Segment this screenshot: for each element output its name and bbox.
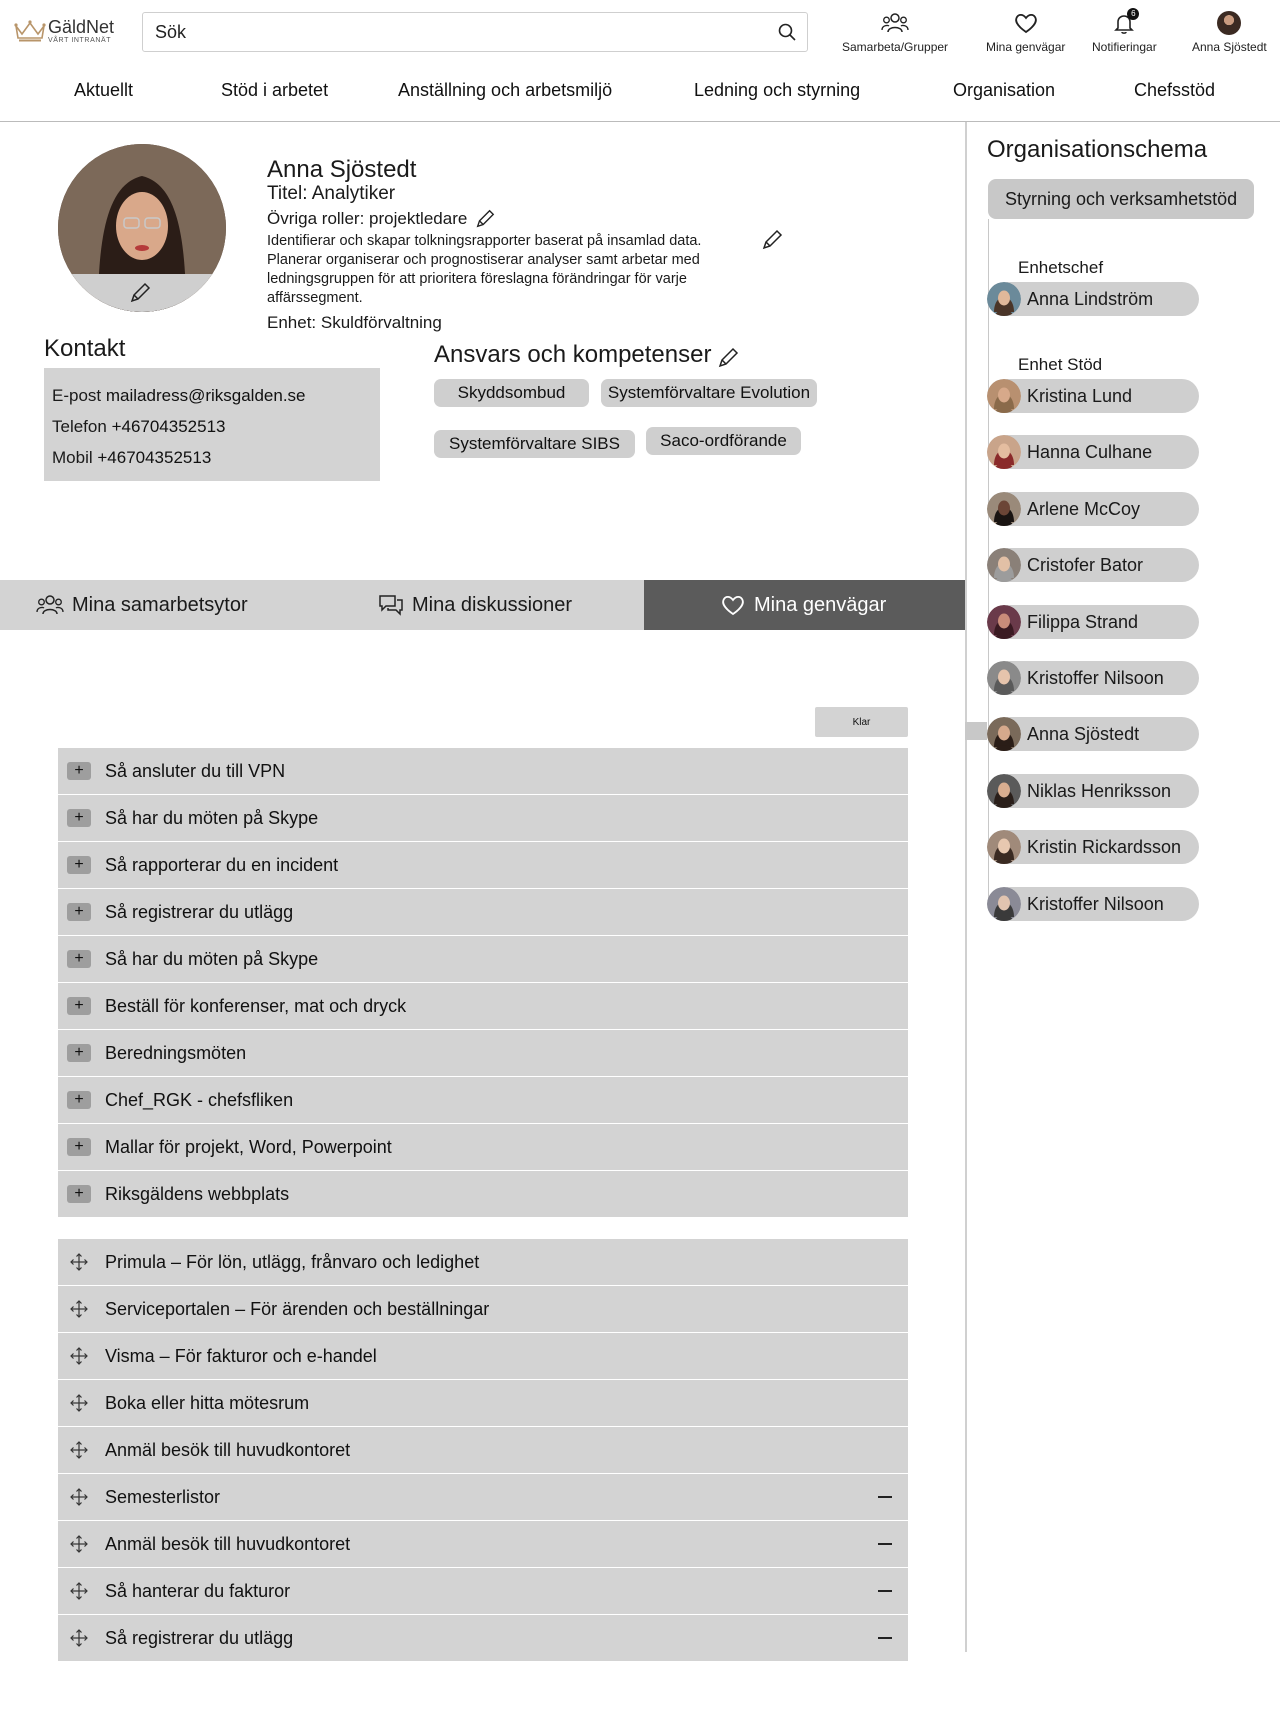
org-person[interactable] bbox=[987, 379, 1199, 413]
notification-badge: 6 bbox=[1127, 8, 1139, 20]
my-shortcut-row[interactable] bbox=[58, 1427, 908, 1473]
header-shortcuts[interactable] bbox=[986, 10, 1065, 54]
org-person-name: Kristoffer Nilsoon bbox=[1027, 668, 1164, 688]
profile-roles-text: Övriga roller: projektledare bbox=[267, 209, 468, 228]
org-person-name: Kristoffer Nilsoon bbox=[1027, 893, 1164, 914]
profile-photo bbox=[58, 144, 226, 312]
org-person[interactable] bbox=[987, 605, 1199, 639]
shortcut-row[interactable] bbox=[58, 748, 908, 794]
shortcut-row[interactable] bbox=[58, 1030, 908, 1076]
move-icon[interactable] bbox=[69, 1440, 89, 1460]
header-user-label: Anna Sjöstedt bbox=[1192, 40, 1267, 54]
avatar bbox=[987, 605, 1021, 639]
competence-tag[interactable]: Skyddsombud bbox=[434, 379, 589, 407]
tab-genvagar[interactable] bbox=[644, 580, 965, 630]
org-person[interactable] bbox=[987, 282, 1199, 316]
avatar bbox=[987, 548, 1021, 582]
shortcut-label: Beställ för konferenser, mat och dryck bbox=[105, 995, 407, 1016]
competences-title: Ansvars och kompetenser bbox=[434, 341, 712, 368]
remove-icon[interactable] bbox=[878, 1590, 892, 1592]
top-bar bbox=[0, 0, 1280, 62]
org-person[interactable] bbox=[987, 830, 1199, 864]
shortcut-label: Så hanterar du fakturor bbox=[105, 1580, 291, 1601]
shortcut-label: Serviceportalen – För ärenden och beställningar bbox=[105, 1298, 490, 1319]
nav-organisation[interactable]: Organisation bbox=[953, 80, 1056, 100]
org-person-name: Kristina Lund bbox=[1027, 386, 1133, 406]
heart-icon bbox=[1013, 11, 1039, 35]
org-person-name: Cristofer Bator bbox=[1027, 555, 1144, 576]
shortcut-label: Boka eller hitta mötesrum bbox=[105, 1392, 310, 1413]
move-icon[interactable] bbox=[69, 1393, 89, 1413]
org-unit-button[interactable]: Styrning och verksamhetstöd bbox=[988, 179, 1254, 219]
search-box bbox=[142, 12, 808, 52]
shortcut-label: Primula – För lön, utlägg, frånvaro och ledighet bbox=[105, 1251, 480, 1272]
avatar bbox=[987, 435, 1021, 469]
shortcut-label: Så registrerar du utlägg bbox=[105, 1627, 294, 1648]
heart-icon bbox=[720, 593, 746, 617]
plus-icon[interactable]: + bbox=[67, 903, 91, 921]
org-person[interactable] bbox=[987, 548, 1199, 582]
profile-title: Titel: Analytiker bbox=[267, 183, 396, 204]
plus-icon[interactable]: + bbox=[67, 1044, 91, 1062]
my-shortcut-row[interactable] bbox=[58, 1615, 908, 1661]
org-chart-title: Organisationschema bbox=[987, 136, 1208, 163]
org-person-name: Niklas Henriksson bbox=[1027, 780, 1172, 801]
remove-icon[interactable] bbox=[878, 1543, 892, 1545]
tab-diskussioner[interactable] bbox=[378, 580, 572, 630]
shortcut-label: Anmäl besök till huvudkontoret bbox=[105, 1439, 351, 1460]
org-person[interactable] bbox=[987, 717, 1199, 751]
contact-email-row bbox=[52, 380, 372, 411]
shortcut-label: Riksgäldens webbplats bbox=[105, 1183, 290, 1204]
search-input[interactable] bbox=[143, 13, 743, 51]
avatar bbox=[987, 661, 1021, 695]
plus-icon[interactable]: + bbox=[67, 950, 91, 968]
my-shortcut-row[interactable] bbox=[58, 1521, 908, 1567]
group-icon bbox=[881, 11, 909, 35]
remove-icon[interactable] bbox=[878, 1637, 892, 1639]
move-icon[interactable] bbox=[69, 1628, 89, 1648]
done-button[interactable]: Klar bbox=[815, 707, 908, 737]
contact-phone-label: Telefon bbox=[52, 417, 107, 436]
avatar bbox=[987, 282, 1021, 316]
plus-icon[interactable]: + bbox=[67, 762, 91, 780]
shortcut-label: Så har du möten på Skype bbox=[105, 948, 319, 969]
nav-ledning[interactable]: Ledning och styrning bbox=[694, 80, 861, 100]
available-shortcuts-list bbox=[58, 748, 908, 1218]
group-icon bbox=[36, 593, 64, 617]
chat-icon bbox=[378, 593, 404, 617]
competence-tag[interactable]: Systemförvaltare SIBS bbox=[434, 430, 635, 458]
org-person-name: Kristin Rickardsson bbox=[1027, 837, 1182, 858]
shortcut-row[interactable] bbox=[58, 1077, 908, 1123]
my-shortcut-row[interactable] bbox=[58, 1333, 908, 1379]
move-icon[interactable] bbox=[69, 1581, 89, 1601]
profile-roles bbox=[267, 208, 497, 230]
nav-aktuellt[interactable]: Aktuellt bbox=[74, 80, 134, 100]
shortcut-row[interactable] bbox=[58, 1124, 908, 1170]
logo[interactable] bbox=[14, 18, 114, 44]
my-shortcut-row[interactable] bbox=[58, 1286, 908, 1332]
org-person-name: Anna Sjöstedt bbox=[1027, 724, 1140, 745]
shortcut-label: Så rapporterar du en incident bbox=[105, 854, 339, 875]
org-team-label: Enhet Stöd bbox=[1018, 355, 1103, 374]
org-person-name: Filippa Strand bbox=[1027, 611, 1139, 632]
tab-samarbetsytor[interactable] bbox=[36, 580, 248, 630]
avatar bbox=[987, 830, 1021, 864]
contact-mobile-link[interactable]: +46704352513 bbox=[97, 448, 212, 467]
org-person[interactable] bbox=[987, 435, 1199, 469]
shortcut-label: Beredningsmöten bbox=[105, 1042, 247, 1063]
shortcut-label: Semesterlistor bbox=[105, 1486, 221, 1507]
tab-genvagar-label: Mina genvägar bbox=[754, 593, 887, 616]
photo-edit-bar[interactable] bbox=[58, 274, 226, 312]
contact-mobile-label: Mobil bbox=[52, 448, 93, 467]
shortcut-row[interactable] bbox=[58, 1171, 908, 1217]
org-manager-label: Enhetschef bbox=[1018, 258, 1104, 277]
my-shortcut-row[interactable] bbox=[58, 1380, 908, 1426]
my-shortcut-row[interactable] bbox=[58, 1474, 908, 1520]
avatar bbox=[987, 717, 1021, 751]
contact-title: Kontakt bbox=[44, 335, 126, 362]
competence-tag[interactable]: Saco-ordförande bbox=[646, 427, 801, 455]
shortcut-label: Så registrerar du utlägg bbox=[105, 901, 294, 922]
contact-phone-link[interactable]: +46704352513 bbox=[111, 417, 226, 436]
header-user[interactable] bbox=[1192, 10, 1267, 54]
avatar bbox=[987, 379, 1021, 413]
avatar bbox=[987, 887, 1021, 921]
move-icon[interactable] bbox=[69, 1346, 89, 1366]
move-icon[interactable] bbox=[69, 1487, 89, 1507]
header-collaborate[interactable] bbox=[842, 10, 948, 54]
logo-subtitle: VÅRT INTRANÄT bbox=[48, 37, 112, 44]
plus-icon[interactable]: + bbox=[67, 1091, 91, 1109]
shortcut-label: Mallar för projekt, Word, Powerpoint bbox=[105, 1136, 392, 1157]
plus-icon[interactable]: + bbox=[67, 1138, 91, 1156]
avatar bbox=[987, 774, 1021, 808]
plus-icon[interactable]: + bbox=[67, 997, 91, 1015]
shortcut-row[interactable] bbox=[58, 795, 908, 841]
org-person[interactable] bbox=[987, 661, 1199, 695]
remove-icon[interactable] bbox=[878, 1496, 892, 1498]
my-shortcut-row[interactable] bbox=[58, 1568, 908, 1614]
contact-mobile-row bbox=[52, 442, 372, 473]
logo-name: GäldNet bbox=[48, 17, 115, 37]
move-icon[interactable] bbox=[69, 1299, 89, 1319]
crown-icon bbox=[14, 18, 46, 44]
avatar bbox=[987, 492, 1021, 526]
nav-anstallning[interactable]: Anställning och arbetsmiljö bbox=[398, 80, 613, 100]
shortcut-row[interactable] bbox=[58, 983, 908, 1029]
main-nav bbox=[0, 62, 1280, 122]
org-person-name: Hanna Culhane bbox=[1027, 442, 1153, 463]
my-shortcuts-list bbox=[58, 1239, 908, 1662]
shortcut-row[interactable] bbox=[58, 889, 908, 935]
shortcut-label: Visma – För fakturor och e-handel bbox=[105, 1345, 377, 1366]
nav-chefsstod[interactable]: Chefsstöd bbox=[1134, 80, 1216, 100]
plus-icon[interactable]: + bbox=[67, 856, 91, 874]
shortcut-label: Anmäl besök till huvudkontoret bbox=[105, 1533, 351, 1554]
shortcut-label: Chef_RGK - chefsfliken bbox=[105, 1089, 294, 1110]
column-divider bbox=[965, 122, 967, 1652]
tab-samarbetsytor-label: Mina samarbetsytor bbox=[72, 593, 248, 616]
move-icon[interactable] bbox=[69, 1534, 89, 1554]
move-icon[interactable] bbox=[69, 1252, 89, 1272]
contact-phone-row bbox=[52, 411, 372, 442]
avatar bbox=[1217, 11, 1241, 35]
profile-unit: Enhet: Skuldförvaltning bbox=[267, 313, 442, 332]
nav-stod-i-arbetet[interactable]: Stöd i arbetet bbox=[221, 80, 329, 100]
profile-name: Anna Sjöstedt bbox=[267, 156, 417, 183]
plus-icon[interactable]: + bbox=[67, 1185, 91, 1203]
contact-email-label: E-post bbox=[52, 386, 102, 405]
header-collaborate-label: Samarbeta/Grupper bbox=[842, 40, 949, 54]
header-notifications[interactable] bbox=[1092, 10, 1157, 54]
my-shortcut-row[interactable] bbox=[58, 1239, 908, 1285]
shortcut-label: Så har du möten på Skype bbox=[105, 807, 319, 828]
contact-box bbox=[44, 368, 380, 481]
profile-description: Identifierar och skapar tolkningsrapporter baserat på insamlad data. Planerar organiserar och prognostiserar analyser samt arbetar med ledningsgruppen för att prioritera föreslagna förändringar för varje affärssegment. bbox=[267, 233, 702, 306]
org-person-name: Arlene McCoy bbox=[1027, 498, 1141, 519]
shortcut-row[interactable] bbox=[58, 842, 908, 888]
plus-icon[interactable]: + bbox=[67, 809, 91, 827]
shortcut-row[interactable] bbox=[58, 936, 908, 982]
current-person-marker bbox=[965, 722, 987, 740]
pencil-icon[interactable] bbox=[760, 228, 784, 252]
profile-tabs bbox=[0, 580, 965, 630]
pencil-icon[interactable] bbox=[473, 208, 497, 230]
contact-email-link[interactable]: mailadress@riksgalden.se bbox=[105, 386, 306, 405]
pencil-icon bbox=[128, 281, 152, 305]
shortcut-label: Så ansluter du till VPN bbox=[105, 760, 286, 781]
search-icon[interactable] bbox=[777, 22, 797, 42]
header-shortcuts-label: Mina genvägar bbox=[986, 40, 1066, 54]
tab-diskussioner-label: Mina diskussioner bbox=[412, 593, 573, 616]
pencil-icon[interactable] bbox=[716, 346, 740, 370]
org-person[interactable] bbox=[987, 492, 1199, 526]
header-notifications-label: Notifieringar bbox=[1092, 40, 1157, 54]
competence-tag[interactable]: Systemförvaltare Evolution bbox=[601, 379, 817, 407]
org-person[interactable] bbox=[987, 887, 1199, 921]
org-person-name: Anna Lindström bbox=[1027, 289, 1154, 309]
org-person[interactable] bbox=[987, 774, 1199, 808]
